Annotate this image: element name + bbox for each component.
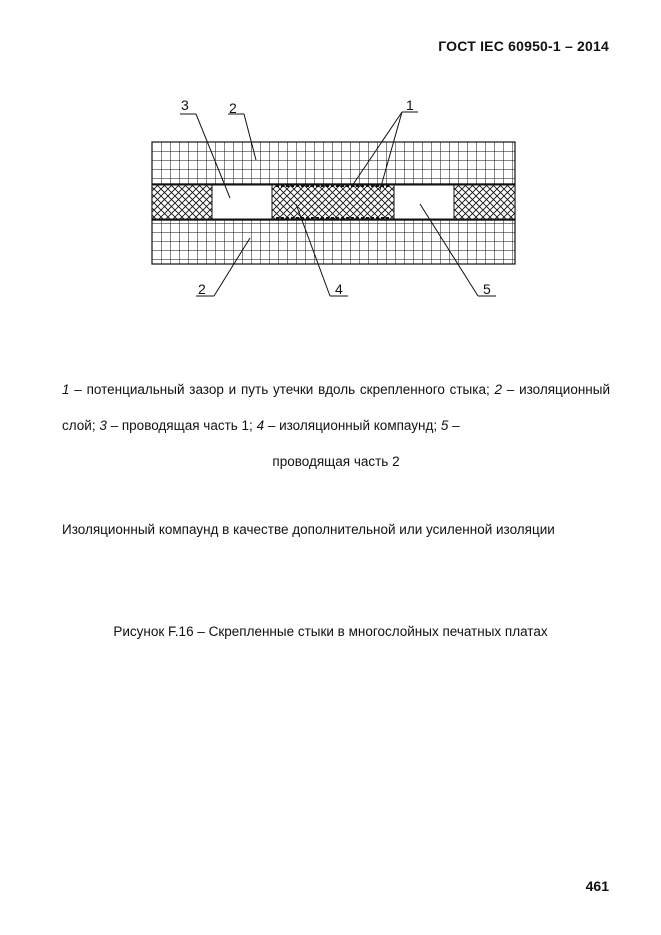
left-compound-block <box>152 185 212 219</box>
label-2-top: 2 <box>229 100 237 116</box>
label-5: 5 <box>483 281 491 297</box>
legend-num-2: 2 <box>494 382 503 397</box>
body-paragraph: Изоляционный компаунд в качестве дополнительной или усиленной изоляции <box>62 522 555 537</box>
legend-num-1: 1 <box>62 382 70 397</box>
label-3: 3 <box>181 97 189 113</box>
conductive-part-2 <box>394 185 454 219</box>
label-1: 1 <box>406 97 414 113</box>
right-compound-block <box>454 185 515 219</box>
legend-text-3: – проводящая часть 1; <box>106 418 257 433</box>
label-2-bottom: 2 <box>198 281 206 297</box>
page-number: 461 <box>585 878 609 894</box>
legend-text-2: – изоляционный слой; <box>62 382 610 433</box>
legend-num-4: 4 <box>256 418 265 433</box>
central-compound-block <box>272 185 394 219</box>
top-insulation-layer <box>152 142 515 184</box>
figure-legend <box>62 372 610 480</box>
conductive-part-1 <box>212 185 272 219</box>
legend-text-5-cont: проводящая часть 2 <box>272 454 400 469</box>
legend-text-4: – изоляционный компаунд; <box>264 418 441 433</box>
bottom-insulation-layer <box>152 220 515 264</box>
label-4: 4 <box>335 281 343 297</box>
legend-num-5: 5 <box>440 418 449 433</box>
document-header: ГОСТ IEC 60950-1 – 2014 <box>438 38 609 54</box>
pcb-bonded-joint-diagram <box>0 0 661 320</box>
figure-title: Рисунок F.16 – Скрепленные стыки в многослойных печатных платах <box>113 624 548 639</box>
legend-text-5: – <box>448 418 460 433</box>
legend-text-1: – потенциальный зазор и путь утечки вдоль скрепленного стыка; <box>69 382 495 397</box>
legend-num-3: 3 <box>99 418 107 433</box>
